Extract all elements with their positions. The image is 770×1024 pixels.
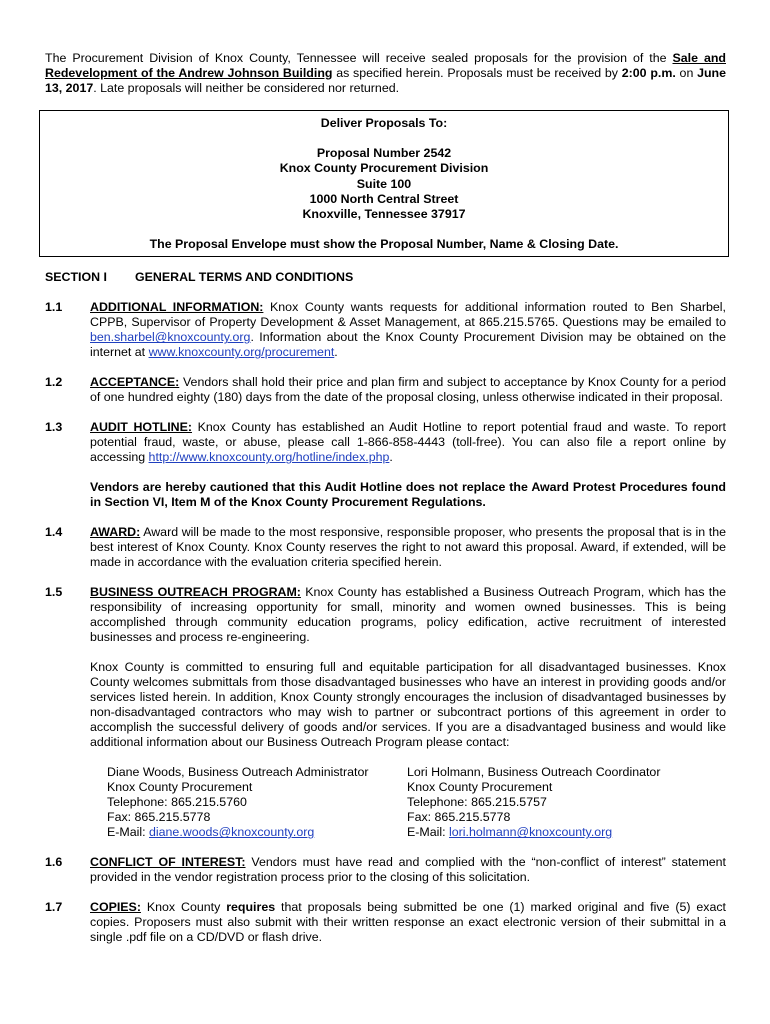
term-item-copies (45, 900, 726, 945)
contact-fax: Fax: 865.215.5778 (407, 810, 511, 825)
intro-text: . Late proposals will neither be considered nor returned. (93, 81, 400, 95)
item-text-run: Vendors must have read and complied with the “non-conflict of interest” statement provided in the vendor registration process prior to the closing of this solicitation. (90, 855, 726, 885)
contact-email-row (407, 825, 707, 840)
item-title: ACCEPTANCE: (90, 375, 180, 390)
envelope-note: The Proposal Envelope must show the Proposal Number, Name & Closing Date. (149, 237, 619, 252)
item-text-run: Knox County has established an Audit Hotline to report potential fraud and waste. To report potential fraud, waste, or abuse, please call 1-866-858-4443 (toll-free). You can also file a report online by accessing (90, 420, 726, 465)
term-item-audit-hotline (45, 420, 726, 510)
term-item-business-outreach (45, 585, 726, 840)
intro-paragraph (45, 51, 726, 96)
item-text (90, 375, 726, 405)
term-item-award (45, 525, 726, 570)
contact-email-label: E-Mail: (107, 825, 149, 840)
contact-email-label: E-Mail: (407, 825, 449, 840)
intro-text: The Procurement Division of Knox County, Tennessee will receive sealed proposals for the provision of the (45, 51, 673, 65)
project-name: Sale and Redevelopment of the Andrew Johnson Building (45, 51, 726, 80)
email-link[interactable]: ben.sharbel@knoxcounty.org (90, 330, 251, 345)
intro-text: on (675, 66, 698, 80)
item-text-run: . (334, 345, 338, 360)
address-line: Knox County Procurement Division (279, 161, 489, 176)
item-number: 1.6 (45, 855, 63, 870)
item-text-run: . (389, 450, 393, 465)
item-number: 1.7 (45, 900, 63, 915)
item-text-run: Knox County wants requests for additional information routed to Ben Sharbel, CPPB, Supervisor of Property Development & Asset Management, at 865.215.5765. Questions may be emailed to (90, 300, 726, 330)
contact-name: Lori Holmann, Business Outreach Coordinator (407, 765, 661, 780)
outreach-paragraph: Knox County is committed to ensuring full and equitable participation for all disadvantaged businesses. Knox County welcomes submittals from those disadvantaged businesses who have an interest in providing goods and/or services listed herein. In addition, Knox County strongly encourages the inclusion of disadvantaged businesses by non-disadvantaged contractors who may wish to partner or subcontract portions of this agreement in order to accomplish the successful delivery of goods and/or services. If you are a disadvantaged business and would like additional information about our Business Outreach Program please contact: (90, 660, 726, 750)
item-text-run: Award will be made to the most responsive, responsible proposer, who presents the proposal that is in the best interest of Knox County. Knox County reserves the right to not award this proposal. Award, if extended, will be made in accordance with the evaluation criteria specified herein. (90, 525, 726, 570)
contact-email-link[interactable]: diane.woods@knoxcounty.org (149, 825, 315, 840)
term-item-additional-information (45, 300, 726, 360)
item-number: 1.2 (45, 375, 63, 390)
term-item-conflict-of-interest (45, 855, 726, 885)
document-page (45, 51, 726, 945)
section-heading (45, 270, 726, 285)
contact-org: Knox County Procurement (107, 780, 253, 795)
item-number: 1.4 (45, 525, 63, 540)
outreach-contacts (107, 765, 726, 840)
item-number: 1.5 (45, 585, 63, 600)
section-number: SECTION I (45, 270, 107, 285)
item-text-run: . Information about the Knox County Procurement Division may be obtained on the internet at (90, 330, 726, 360)
procurement-url-link[interactable]: www.knoxcounty.org/procurement (148, 345, 335, 360)
contact-phone: Telephone: 865.215.5760 (107, 795, 247, 810)
contact-card (407, 765, 707, 840)
deliver-proposals-box (39, 110, 729, 257)
contact-email-link[interactable]: lori.holmann@knoxcounty.org (449, 825, 613, 840)
address-line: 1000 North Central Street (309, 191, 459, 206)
item-title: CONFLICT OF INTEREST: (90, 855, 246, 870)
item-number: 1.1 (45, 300, 63, 315)
item-text (90, 855, 726, 885)
deliver-heading: Deliver Proposals To: (320, 116, 448, 130)
item-text-run: Vendors shall hold their price and plan firm and subject to acceptance by Knox County for a period of one hundred eighty (180) days from the date of the proposal closing, unless otherwise indicated in their proposal. (90, 375, 726, 405)
item-text-run: Knox County has established a Business Outreach Program, which has the responsibility of increasing opportunity for small, minority and women owned businesses. This is being accomplished through community education programs, policy edification, active recruitment of interested businesses and process re-engineering. (90, 585, 727, 645)
item-text (90, 900, 726, 945)
contact-org: Knox County Procurement (407, 780, 553, 795)
item-text (90, 585, 726, 645)
address-line: Suite 100 (356, 176, 412, 191)
intro-text: as specified herein. Proposals must be received by (332, 66, 622, 80)
item-title: BUSINESS OUTREACH PROGRAM: (90, 585, 301, 600)
item-title: COPIES: (90, 900, 141, 915)
deadline-time: 2:00 p.m. (621, 66, 676, 80)
item-text (90, 300, 726, 360)
item-text (90, 420, 726, 465)
hotline-url-link[interactable]: http://www.knoxcounty.org/hotline/index.php (148, 450, 390, 465)
section-title: GENERAL TERMS AND CONDITIONS (135, 270, 354, 285)
item-title: AUDIT HOTLINE: (90, 420, 192, 435)
contact-fax: Fax: 865.215.5778 (107, 810, 211, 825)
emphasis-requires: requires (226, 900, 276, 915)
item-text (90, 525, 726, 570)
contact-phone: Telephone: 865.215.5757 (407, 795, 547, 810)
item-number: 1.3 (45, 420, 63, 435)
item-text-run: Knox County (140, 900, 227, 915)
deadline-date: June 13, 2017 (45, 66, 727, 95)
item-title: AWARD: (90, 525, 141, 540)
term-item-acceptance (45, 375, 726, 405)
address-line: Proposal Number 2542 (316, 146, 452, 161)
item-title: ADDITIONAL INFORMATION: (90, 300, 264, 315)
contact-name: Diane Woods, Business Outreach Administrator (107, 765, 369, 780)
address-line: Knoxville, Tennessee 37917 (302, 207, 466, 222)
contact-card (107, 765, 407, 840)
hotline-caution: Vendors are hereby cautioned that this Audit Hotline does not replace the Award Protest Procedures found in Section VI, Item M of the Knox County Procurement Regulations. (90, 480, 726, 510)
contact-email-row (107, 825, 407, 840)
item-text-run: that proposals being submitted be one (1) marked original and five (5) exact copies. Proposers must also submit with their written response an exact electronic version of their submittal in a single .pdf file on a CD/DVD or flash drive. (90, 900, 726, 945)
